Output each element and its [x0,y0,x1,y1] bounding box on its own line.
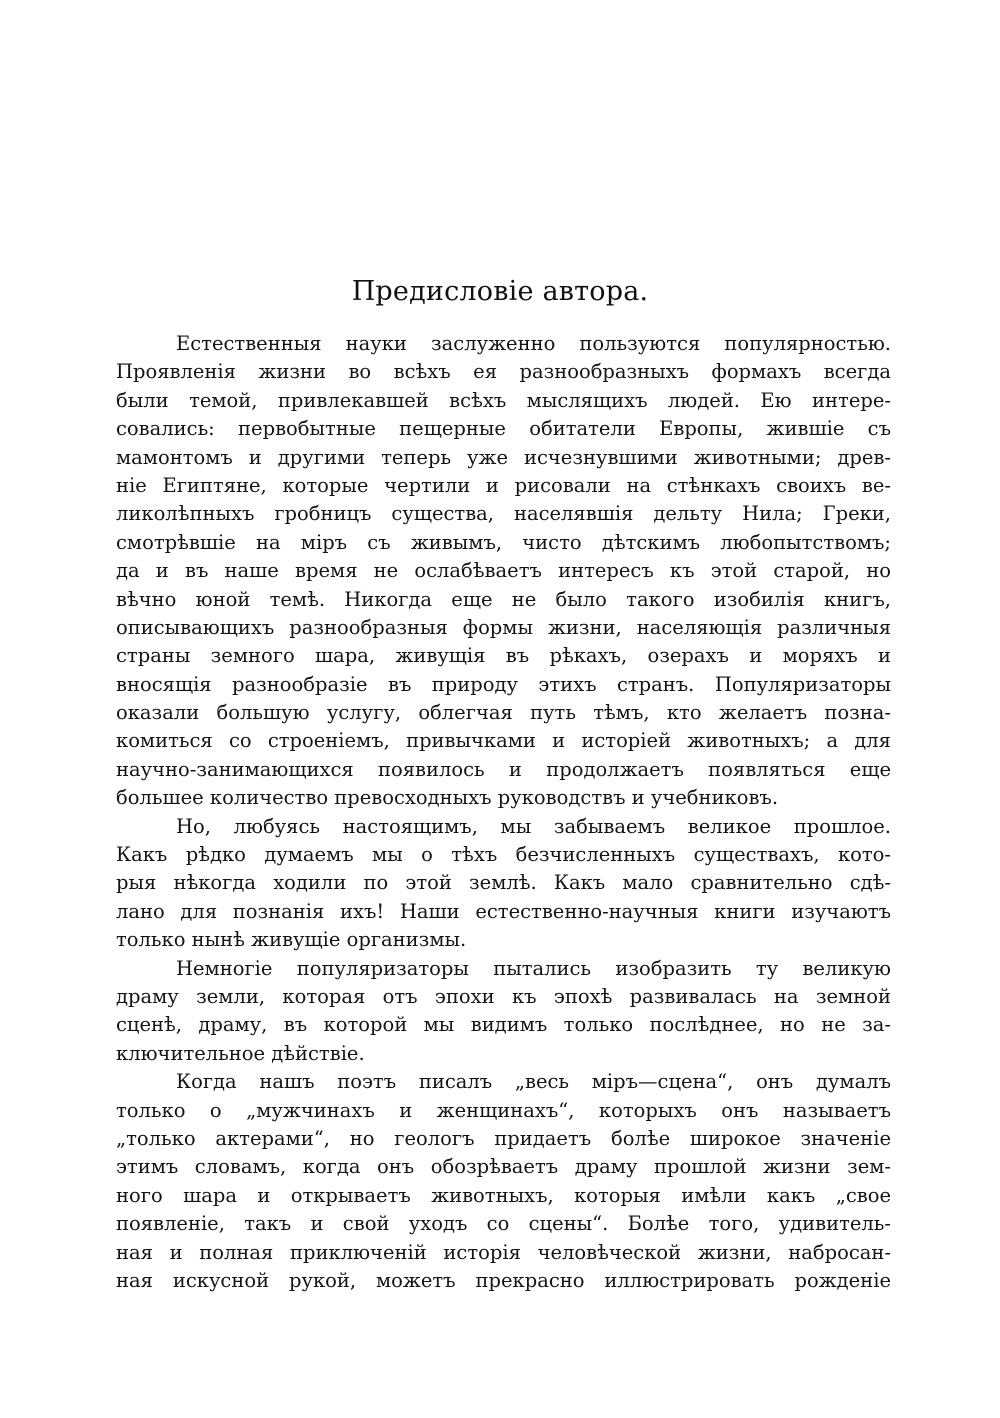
text-line: только о „мужчинахъ и женщинахъ“, которыхъ онъ называетъ [116,1098,891,1122]
text-line: сценѣ, драму, въ которой мы видимъ только послѣднее, но не за- [116,1013,891,1037]
text-line: Немногіе популяризаторы пытались изобразить ту великую [176,956,891,980]
text-line: ная и полная приключеній исторія человѣческой жизни, набросан- [116,1240,891,1264]
text-line: ликолѣпныхъ гробницъ существа, населявшія дельту Нила; Греки, [116,502,891,526]
text-line: появленіе, такъ и свой уходъ со сцены“. Болѣе того, удивитель- [116,1212,891,1236]
text-line: Но, любуясь настоящимъ, мы забываемъ великое прошлое. [176,814,891,838]
text-line: страны земного шара, живущія въ рѣкахъ, озерахъ и моряхъ и [116,644,891,668]
text-line: Когда нашъ поэтъ писалъ „весь міръ—сцена“, онъ думалъ [176,1070,891,1094]
text-line: смотрѣвшіе на міръ съ живымъ, чисто дѣтскимъ любопытствомъ; [116,530,891,554]
text-line: Какъ рѣдко думаемъ мы о тѣхъ безчисленныхъ существахъ, кото- [116,843,891,867]
text-line: ного шара и открываетъ животныхъ, которыя имѣли какъ „свое [116,1183,891,1207]
page-title: Предисловіе автора. [351,276,649,307]
text-line: ная искусной рукой, можетъ прекрасно иллюстрировать рожденіе [116,1268,891,1292]
text-line: ключительное дѣйствіе. [116,1041,365,1065]
text-line: научно-занимающихся появилось и продолжаетъ появляться еще [116,757,891,781]
text-line: драму земли, которая отъ эпохи къ эпохѣ развивалась на земной [116,984,891,1008]
text-line: да и въ наше время не ослабѣваетъ интересъ къ этой старой, но [116,559,891,583]
text-line: совались: первобытные пещерные обитатели Европы, жившіе съ [116,417,891,441]
text-line: „только актерами“, но геологъ придаетъ болѣе широкое значеніе [116,1126,891,1150]
text-line: вносящія разнообразіе въ природу этихъ странъ. Популяризаторы [116,672,891,696]
text-line: рыя нѣкогда ходили по этой землѣ. Какъ мало сравнительно сдѣ- [116,871,891,895]
text-line: комиться со строеніемъ, привычками и исторіей животныхъ; а для [116,729,891,753]
text-line: описывающихъ разнообразныя формы жизни, населяющія различныя [116,615,891,639]
text-line: мамонтомъ и другими теперь уже исчезнувшими животными; древ- [116,445,891,469]
text-line: ніе Египтяне, которые чертили и рисовали на стѣнкахъ своихъ ве- [116,473,891,497]
text-line: Проявленія жизни во всѣхъ ея разнообразныхъ формахъ всегда [116,360,891,384]
body-text [116,330,891,1295]
text-line: оказали большую услугу, облегчая путь тѣмъ, кто желаетъ позна- [116,701,891,725]
text-line: Естественныя науки заслуженно пользуются популярностью. [176,332,891,355]
text-line: были темой, привлекавшей всѣхъ мыслящихъ людей. Ею интере- [116,388,891,412]
text-line: большее количество превосходныхъ руководствъ и учебниковъ. [116,786,779,810]
text-line: только нынѣ живущіе организмы. [116,928,467,952]
text-line: этимъ словамъ, когда онъ обозрѣваетъ драму прошлой жизни зем- [116,1155,891,1179]
text-line: лано для познанія ихъ! Наши естественно-научныя книги изучаютъ [116,899,891,923]
text-line: вѣчно юной темѣ. Никогда еще не было такого изобилія книгъ, [116,587,891,611]
